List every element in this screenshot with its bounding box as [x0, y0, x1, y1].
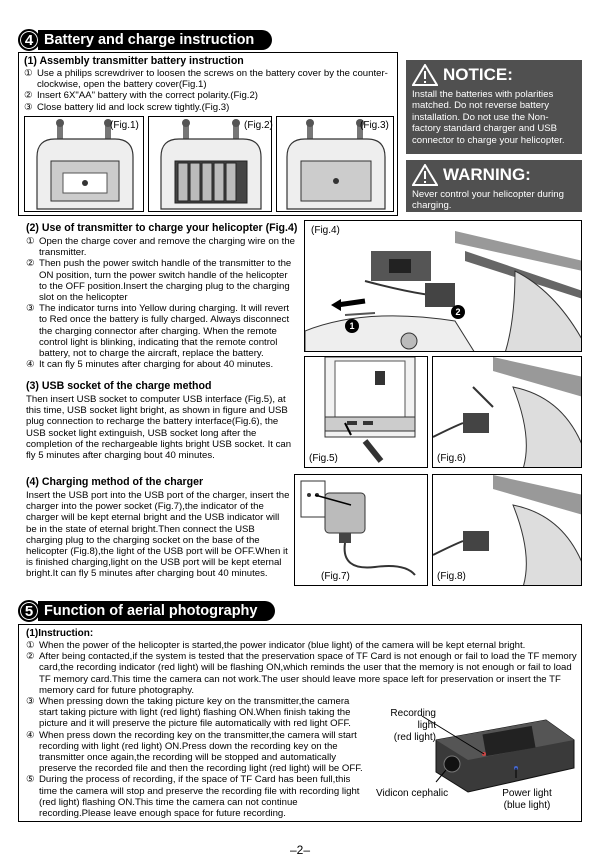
step-marker-1: 1: [345, 319, 359, 333]
fig7-label: (Fig.7): [321, 571, 350, 582]
sub1-list: [24, 68, 394, 113]
sub4-body: Insert the USB port into the USB port of the charger, insert the charger into the power socket (Fig.7),the indicator of the charger will be kept eternal bright and the USB indicator will be in the state of eternal bright.Then connect the USB charging plug to the charging socket on the base of the helicopter (Fig.8),the light of the USB port will be OFF.When it is finished charging,light on the USB port will be kept eternal bright.It can fly 5 minutes after charging bout 40 minutes.: [26, 490, 290, 580]
fig6-label: (Fig.6): [437, 453, 466, 464]
warning-triangle-icon: [412, 64, 438, 86]
sub3-body: Then insert USB socket to computer USB interface (Fig.5), at this time, USB socket light bright, as shown in figure and USB plug connection to recharge the battery interface(Fig.6), the USB socket light extinguish, USB socket long after the completion of the rechargeable lights bright USB socket. It can fly 5 minutes after charging bout 40 minutes.: [26, 394, 292, 462]
section-5-header: [18, 600, 275, 622]
fig8-label: (Fig.8): [437, 571, 466, 582]
fig5-usb-computer: [304, 356, 428, 468]
page-number: –2–: [289, 843, 311, 857]
warning-title: WARNING:: [443, 165, 531, 184]
notice-box: [406, 60, 582, 154]
notice-body: Install the batteries with polarities matched. Do not reverse battery installation. Do not use the Non-factory standard charger and USB connector to charge your helicopter.: [412, 89, 565, 146]
step-marker-2: 2: [451, 305, 465, 319]
fig8-charger-to-helicopter: [432, 474, 582, 586]
list-item: ② After being contacted,if the system is tested that the preservation space of TF Card is not enough or fail to load the TF memory card,the recording indicator (red light) will be flashing ON,which reminds the user that the memory is not enough or fail to load TF memory card.This time the camera can not work.The user should leave more space left for preservation or insert the TF memory card for future photography.: [26, 651, 577, 696]
fig2-label: (Fig.2): [244, 120, 273, 131]
list-item: ④ When press down the recording key on the transmitter,the camera will start recording with light (red light) ON.Press down the recording key on the transmitter once again,the recording will be stopped and automatically preserve the recorded file and then the recording light (red light) will be OFF.: [26, 729, 363, 775]
fig6-usb-to-helicopter: [432, 356, 582, 468]
warning-box: [406, 160, 582, 212]
instruction-list-bottom: [26, 696, 370, 819]
section-title: Function of aerial photography: [38, 601, 275, 621]
sub4-title: (4) Charging method of the charger: [26, 476, 204, 488]
list-item: ③ The indicator turns into Yellow during charging. It will revert to Red once the battery is fully charged. Always disconnect the charging connector after charging. When the remote control light is blinking, indicating that the remote control battery, not to charge the aircraft, replace the battery.: [26, 303, 290, 360]
sub2-list: [26, 236, 298, 370]
fig7-charger-socket: [294, 474, 428, 586]
fig4-label: (Fig.4): [311, 225, 340, 236]
fig5-label: (Fig.5): [309, 453, 338, 464]
fig4-transmitter-charging: [304, 220, 582, 352]
list-item: ① Open the charge cover and remove the charging wire on the transmitter.: [26, 236, 295, 259]
list-item: ② Insert 6X"AA" battery with the correct polarity.(Fig.2): [24, 90, 258, 102]
list-item: ⑤ During the process of recording, if the space of TF Card has been full,this time the camera will stop and preserve the recording file with recording light (red light) flashing ON.This time the camera can not continue recording.Please leave enough space for future recording.: [26, 774, 360, 820]
camera-diagram: [376, 696, 580, 820]
section-number: 4: [18, 29, 40, 51]
instruction-list-top: [26, 640, 578, 696]
recording-light-label: Recording light (red light): [390, 708, 436, 743]
list-item: ② Then push the power switch handle of the transmitter to the ON position, turn the power switch handle of the helicopter to the OFF position.Insert the charging plug to the charging slot on the helicopter: [26, 258, 292, 304]
section-number: 5: [18, 600, 40, 622]
fig3-label: (Fig.3): [360, 120, 389, 131]
power-light-label: Power light (blue light): [502, 788, 552, 811]
list-item: ① Use a philips screwdriver to loosen the screws on the battery cover by the counter-clockwise, open the battery cover(Fig.1): [24, 68, 388, 91]
section-title: Battery and charge instruction: [38, 30, 272, 50]
sub2-title: (2) Use of transmitter to charge your helicopter (Fig.4): [26, 222, 298, 234]
warning-body: Never control your helicopter during charging.: [412, 189, 564, 212]
list-item: ④ It can fly 5 minutes after charging for about 40 minutes.: [26, 359, 274, 371]
sub1-title: (1) Assembly transmitter battery instruction: [24, 55, 244, 67]
list-item: ③ When pressing down the taking picture key on the transmitter,the camera start taking picture with light (red light) flashing ON.When finish taking the picture and it will preserve the picture file automatically with red light OFF.: [26, 696, 351, 730]
notice-title: NOTICE:: [443, 65, 513, 84]
list-item: ① When the power of the helicopter is started,the power indicator (blue light) of the camera will be kept eternal bright.: [26, 640, 526, 651]
vidicon-cephalic-label: Vidicon cephalic: [376, 788, 449, 799]
section-4-header: [18, 29, 272, 51]
fig1-label: (Fig.1): [110, 120, 139, 131]
sub3-title: (3) USB socket of the charge method: [26, 380, 212, 392]
list-item: ③ Close battery lid and lock screw tightly.(Fig.3): [24, 101, 230, 113]
instruction-title: (1)Instruction:: [26, 628, 94, 639]
warning-triangle-icon: [412, 164, 438, 186]
